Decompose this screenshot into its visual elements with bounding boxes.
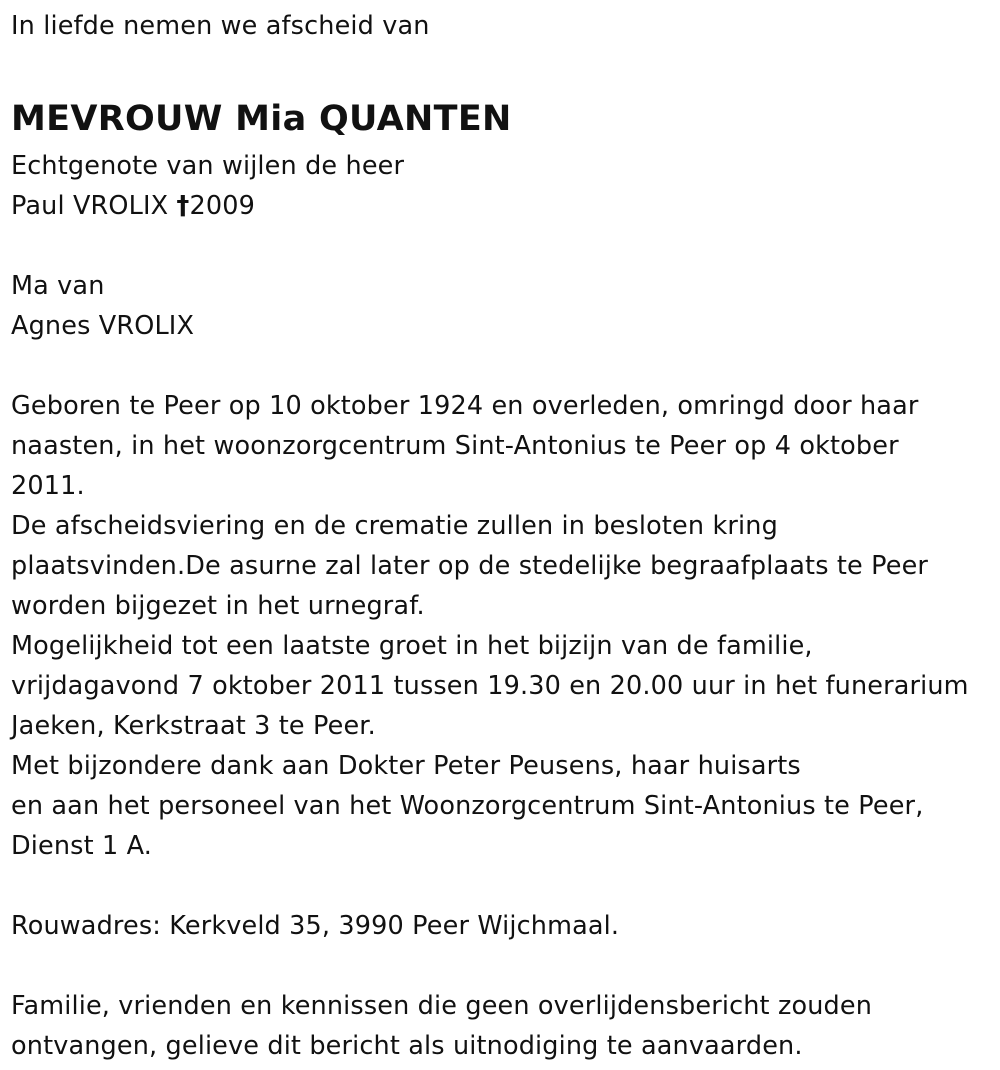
cross-icon: † <box>176 191 190 221</box>
deceased-name: MEVROUW Mia QUANTEN <box>11 99 512 139</box>
spouse-death-year: 2009 <box>189 191 255 221</box>
spacer <box>11 946 996 986</box>
mother-of-line: Ma van <box>11 271 105 301</box>
body-line: Mogelijkheid tot een laatste groet in het bijzijn van de familie, <box>11 631 813 661</box>
spacer <box>11 346 996 386</box>
spacer <box>11 226 996 266</box>
spouse-name: Paul VROLIX <box>11 191 177 221</box>
body-line: en aan het personeel van het Woonzorgcentrum Sint-Antonius te Peer, <box>11 791 924 821</box>
child-name: Agnes VROLIX <box>11 311 195 341</box>
closing-line: Familie, vrienden en kennissen die geen overlijdensbericht zouden <box>11 991 873 1021</box>
body-line: Geboren te Peer op 10 oktober 1924 en overleden, omringd door haar <box>11 391 919 421</box>
body-line: worden bijgezet in het urnegraf. <box>11 591 425 621</box>
body-line: naasten, in het woonzorgcentrum Sint-Antonius te Peer op 4 oktober <box>11 431 899 461</box>
death-notice <box>11 6 996 1066</box>
body-line: De afscheidsviering en de crematie zullen in besloten kring <box>11 511 778 541</box>
body-line: vrijdagavond 7 oktober 2011 tussen 19.30 en 20.00 uur in het funerarium <box>11 671 969 701</box>
body-line: Jaeken, Kerkstraat 3 te Peer. <box>11 711 376 741</box>
body-line: plaatsvinden.De asurne zal later op de stedelijke begraafplaats te Peer <box>11 551 929 581</box>
spacer <box>11 866 996 906</box>
closing-line: ontvangen, gelieve dit bericht als uitnodiging te aanvaarden. <box>11 1031 803 1061</box>
spacer <box>11 46 996 92</box>
spouse-name-line <box>11 186 996 226</box>
mourning-address: Rouwadres: Kerkveld 35, 3990 Peer Wijchmaal. <box>11 911 620 941</box>
intro-text: In liefde nemen we afscheid van <box>11 11 430 41</box>
spouse-line: Echtgenote van wijlen de heer <box>11 151 405 181</box>
body-line: Met bijzondere dank aan Dokter Peter Peusens, haar huisarts <box>11 751 801 781</box>
body-line: Dienst 1 A. <box>11 831 153 861</box>
body-line: 2011. <box>11 471 85 501</box>
